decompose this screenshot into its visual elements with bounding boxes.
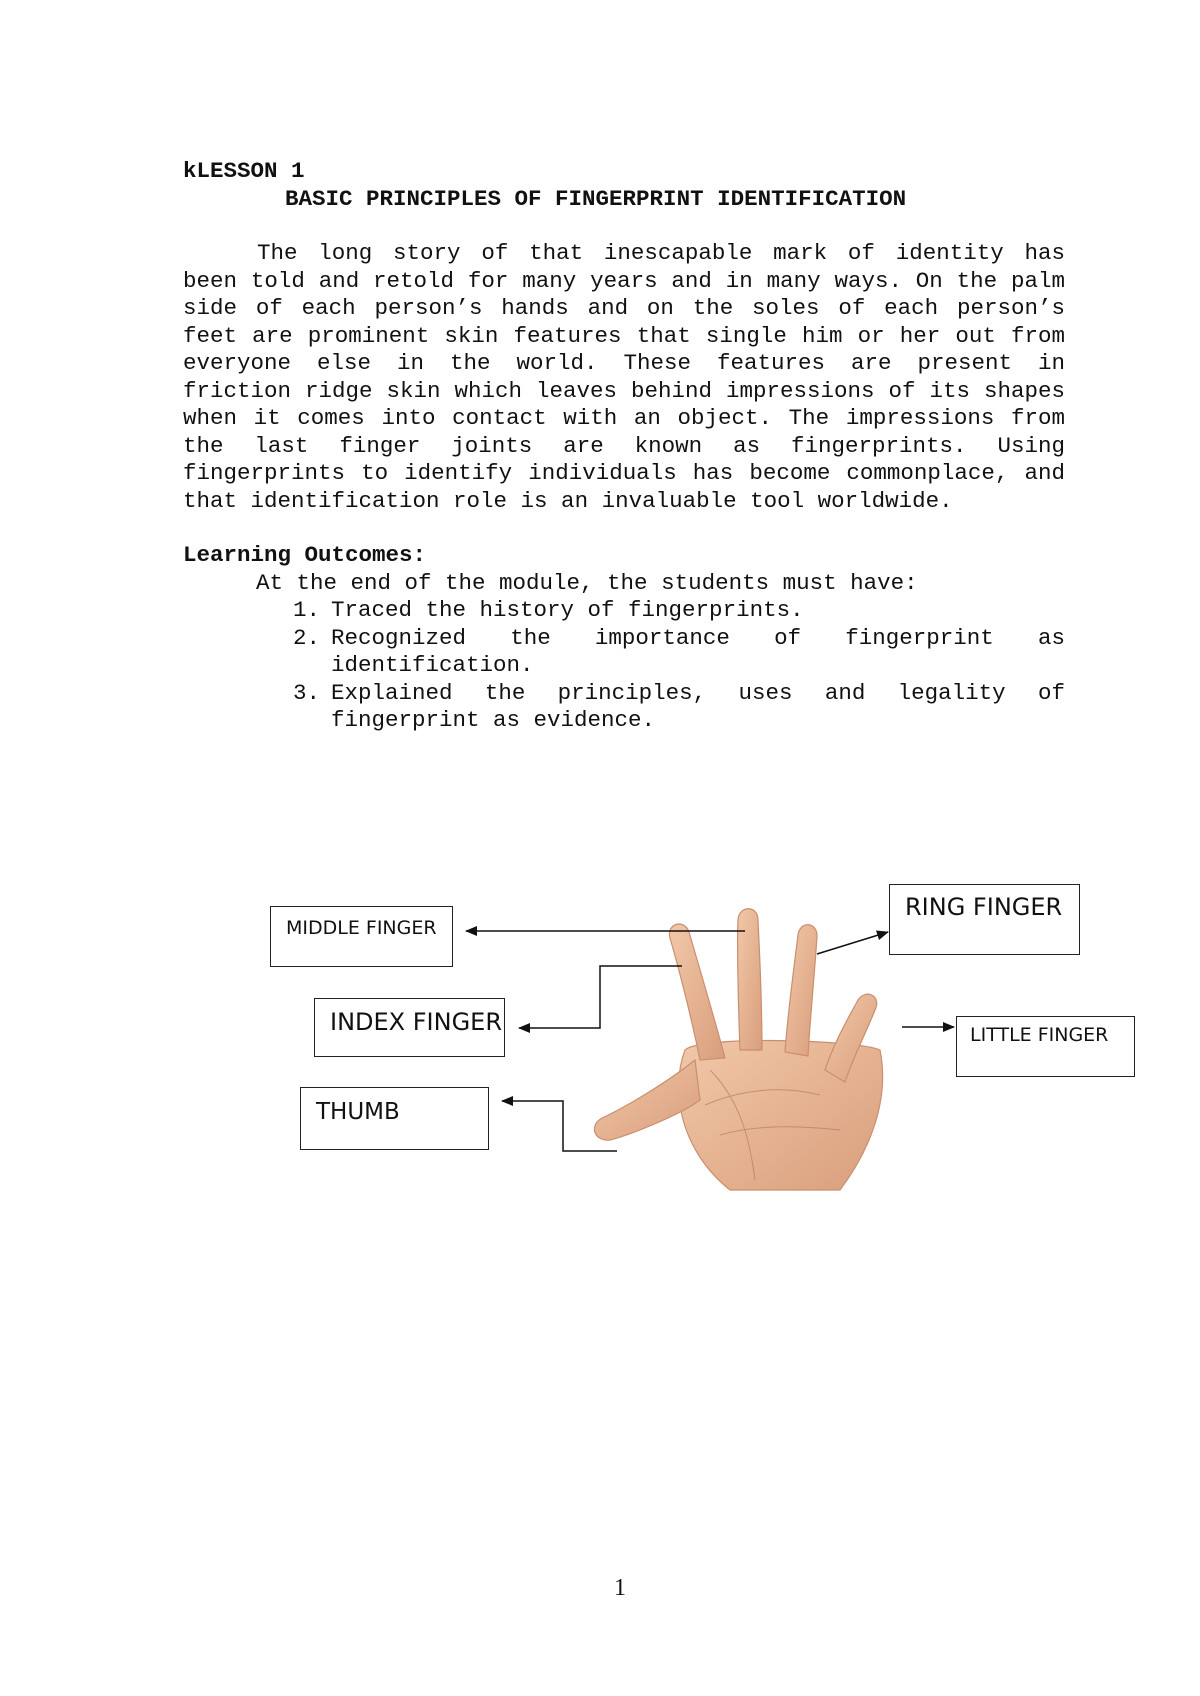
index-finger-label: INDEX FINGER [314,998,505,1057]
thumb-label: THUMB [300,1087,489,1150]
outcome-number: 1. [293,597,321,623]
outcome-number: 2. [293,624,321,651]
lesson-number: kLESSON 1 [183,158,305,184]
thumb-arrow [502,1101,617,1151]
learning-outcomes-heading: Learning Outcomes: [183,542,427,568]
ring-finger-arrow [817,932,888,954]
little-finger-label: LITTLE FINGER [956,1016,1135,1077]
learning-outcomes-lead: At the end of the module, the students must have: [256,569,918,596]
ring-finger-label: RING FINGER [889,884,1080,955]
outcome-text: Recognized the importance of fingerprint as identification. [331,624,1065,678]
index-finger-arrow [519,966,682,1028]
outcome-number: 3. [293,679,321,706]
lesson-title: BASIC PRINCIPLES OF FINGERPRINT IDENTIFICATION [285,185,907,212]
outcome-text: Traced the history of fingerprints. [331,597,804,623]
page-number: 1 [614,1575,626,1601]
middle-finger-label: MIDDLE FINGER [270,906,453,967]
intro-paragraph: The long story of that inescapable mark of identity has been told and retold for many years and in many ways. On the palm side of each person’s hands and on the soles of each person’s feet are prominent skin features that single him or her out from everyone else in the world. These features are present in friction ridge skin which leaves behind impressions of its shapes when it comes into contact with an object. The impressions from the last finger joints are known as fingerprints. Using fingerprints to identify individuals has become commonplace, and that identification role is an invaluable tool worldwide. [183,240,1065,514]
outcome-text: Explained the principles, uses and legality of fingerprint as evidence. [331,679,1065,733]
